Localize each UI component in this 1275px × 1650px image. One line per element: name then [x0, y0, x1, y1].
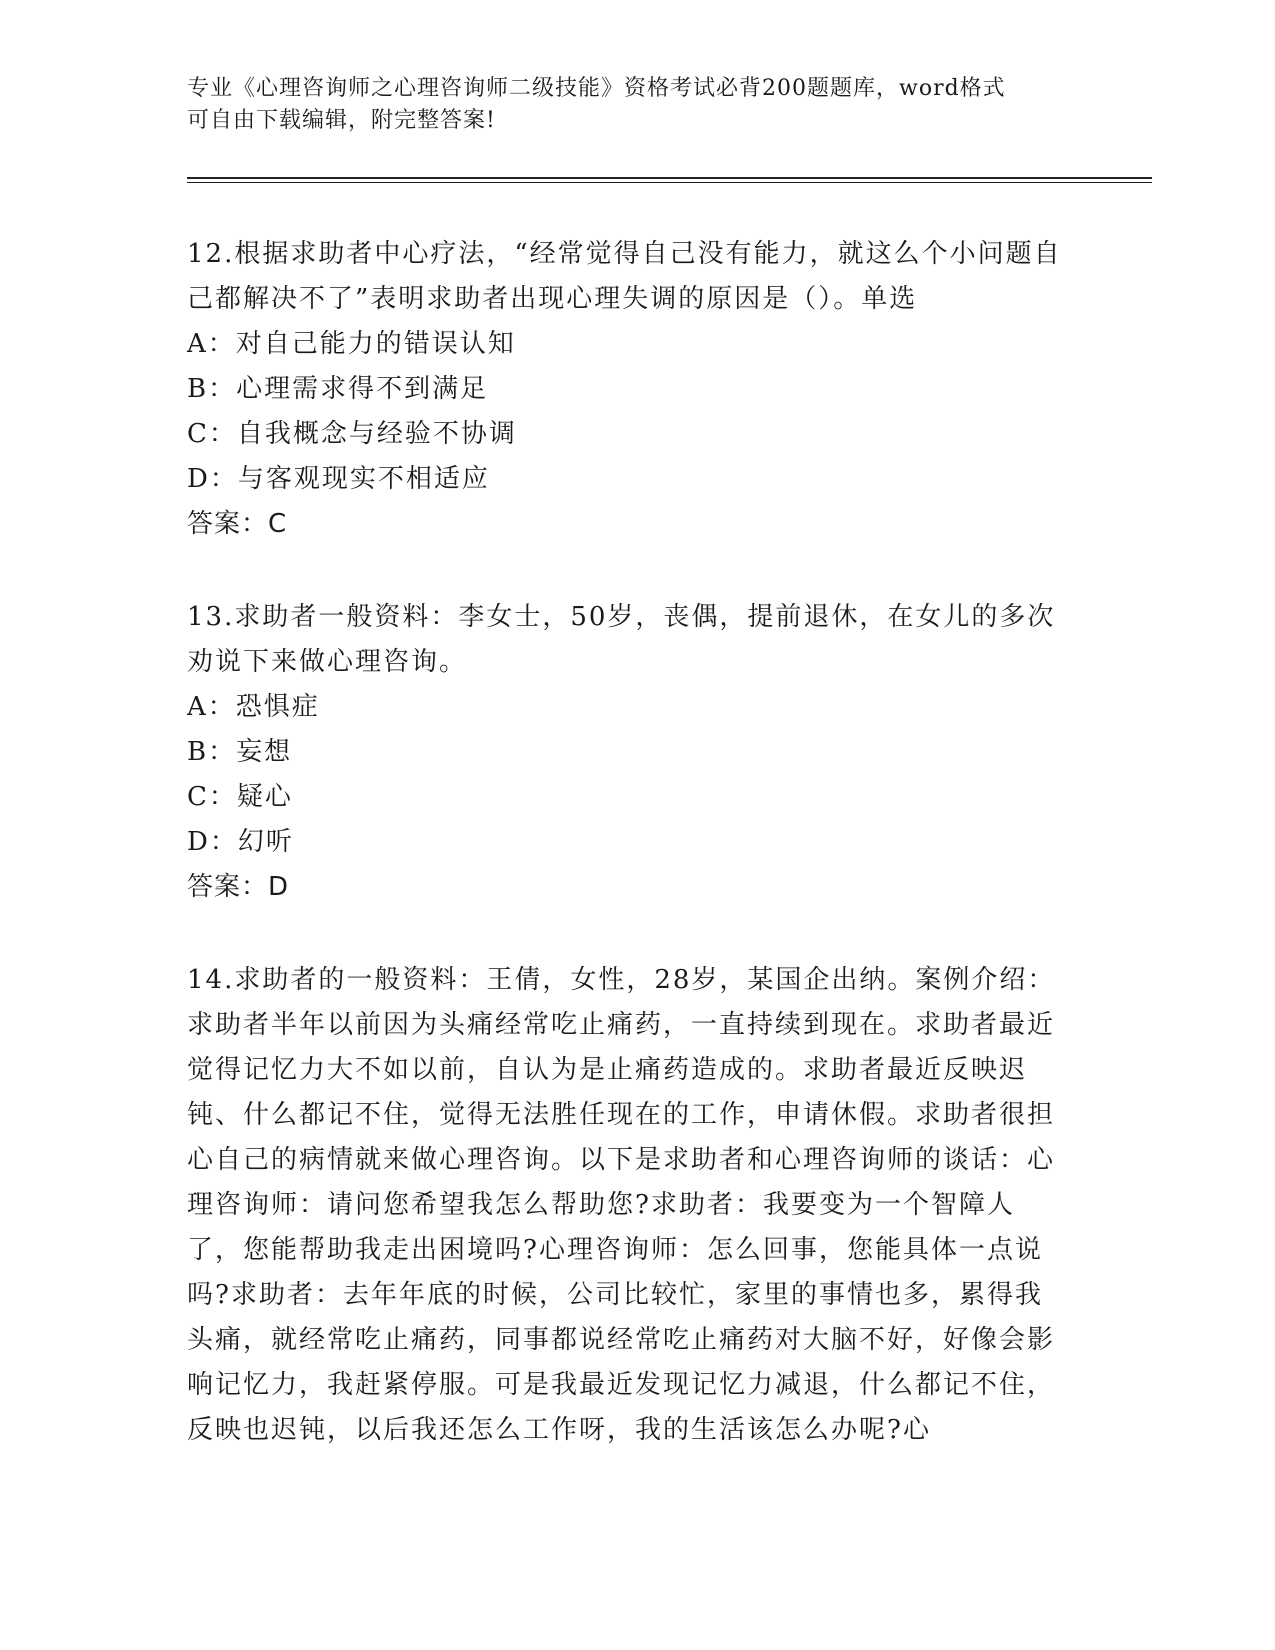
question-stem: 12.根据求助者中心疗法，“经常觉得自己没有能力，就这么个小问题自己都解决不了”表明求助者出现心理失调的原因是（）。单选 [187, 239, 1062, 314]
option-d: D：与客观现实不相适应 [187, 464, 490, 494]
question-14 [187, 958, 1067, 1453]
question-12 [187, 232, 1067, 547]
header-divider-thick [187, 177, 1152, 179]
answer-line: 答案：D [187, 872, 290, 902]
option-b: B：妄想 [187, 737, 293, 767]
option-c: C：疑心 [187, 782, 293, 812]
question-stem: 13.求助者一般资料：李女士，50岁，丧偶，提前退休，在女儿的多次劝说下来做心理咨询。 [187, 602, 1056, 677]
header-line-1: 专业《心理咨询师之心理咨询师二级技能》资格考试必背200题题库，word格式 [187, 76, 1006, 101]
answer-line: 答案：C [187, 509, 288, 539]
option-d: D：幻听 [187, 827, 294, 857]
option-a: A：对自己能力的错误认知 [187, 329, 516, 359]
question-stem: 14.求助者的一般资料：王倩，女性，28岁，某国企出纳。案例介绍：求助者半年以前因为头痛经常吃止痛药，一直持续到现在。求助者最近觉得记忆力大不如以前，自认为是止痛药造成的。求助者最近反映迟钝、什么都记不住，觉得无法胜任现在的工作，申请休假。求助者很担心自己的病情就来做心理咨询。以下是求助者和心理咨询师的谈话：心理咨询师：请问您希望我怎么帮助您?求助者：我要变为一个智障人了，您能帮助我走出困境吗?心理咨询师：怎么回事，您能具体一点说吗?求助者：去年年底的时候，公司比较忙，家里的事情也多，累得我头痛，就经常吃止痛药，同事都说经常吃止痛药对大脑不好，好像会影响记忆力，我赶紧停服。可是我最近发现记忆力减退，什么都记不住，反映也迟钝，以后我还怎么工作呀，我的生活该怎么办呢?心 [187, 965, 1056, 1445]
header-line-2: 可自由下载编辑，附完整答案! [187, 108, 496, 133]
option-a: A：恐惧症 [187, 692, 320, 722]
option-c: C：自我概念与经验不协调 [187, 419, 517, 449]
document-header [187, 73, 1067, 137]
question-13 [187, 595, 1067, 910]
option-b: B：心理需求得不到满足 [187, 374, 489, 404]
header-divider-thin [187, 182, 1152, 183]
